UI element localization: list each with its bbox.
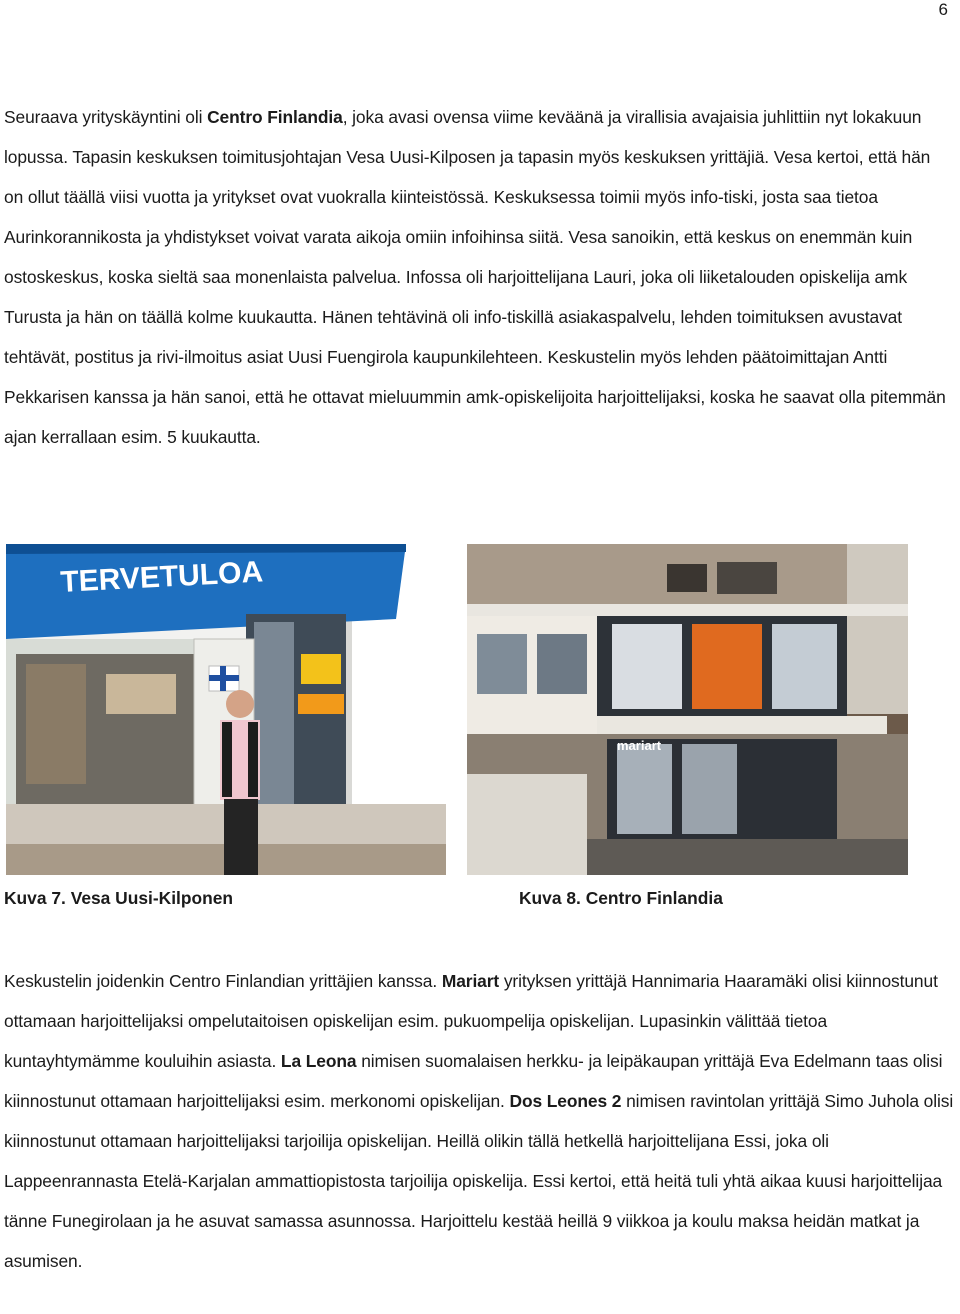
photo-centro-finlandia-building <box>467 544 908 875</box>
paragraph-entrepreneurs <box>4 961 954 1281</box>
text-run: yrityksen yrittäjä Hannimaria Haaramäki olisi kiinnostunut ottamaan harjoittelijaksi ompelutaitoisen opiskelijan esim. pukuompelija opiskelijan. Lupasinkin välittää tietoa kuntayhtymämme kouluihin asiasta. <box>4 971 938 1071</box>
page-number: 6 <box>938 0 948 19</box>
sign-tervetuloa: TERVETULOA <box>59 555 264 599</box>
text-run: nimisen ravintolan yrittäjä Simo Juhola olisi kiinnostunut ottamaan harjoittelijaksi tarjoilija opiskelijan. Heillä olikin tällä hetkellä harjoittelijana Essi, joka oli Lappeenrannasta Etelä-Karjalan ammattiopistosta tarjoilija opiskelija. Essi kertoi, että heitä tuli yhtä aikaa kuusi harjoittelijaa tänne Funegirolaan ja he asuvat samassa asunnossa. Harjoittelu kestää heillä 9 viikkoa ja koulu maksa heidän matkat ja asumisen. <box>4 1091 954 1271</box>
caption-figure-7: Kuva 7. Vesa Uusi-Kilponen <box>4 888 234 908</box>
text-run: Keskustelin joidenkin Centro Finlandian yrittäjien kanssa. <box>4 971 442 991</box>
bold-text-la-leona: La Leona <box>280 1051 357 1071</box>
text-run: nimisen suomalaisen herkku- ja leipäkaupan yrittäjä Eva Edelmann taas olisi kiinnostunut ottamaan harjoittelijaksi esim. merkonomi opiskelijan. <box>4 1051 943 1111</box>
caption-figure-8: Kuva 8. Centro Finlandia <box>519 888 723 908</box>
bold-text-centro-finlandia: Centro Finlandia <box>207 107 343 127</box>
text-run: Seuraava yrityskäyntini oli <box>4 107 208 127</box>
bold-text-mariart: Mariart <box>441 971 500 991</box>
photo-vesa-uusi-kilponen <box>6 544 446 875</box>
paragraph-centro-finlandia-visit <box>4 97 954 457</box>
text-run: , joka avasi ovensa viime keväänä ja virallisia avajaisia juhlittiin nyt lokakuun lopussa. Tapasin keskuksen toimitusjohtajan Vesa Uusi-Kilposen ja tapasin myös keskuksen yrittäjiä. Vesa kertoi, että hän on ollut täällä viisi vuotta ja yritykset ovat vuokralla kiinteistössä. Keskuksessa toimii myös info-tiski, josta saa tietoa Aurinkorannikosta ja yhdistykset voivat varata aikoja omiin infoihinsa siitä. Vesa sanoikin, että keskus on enemmän kuin ostoskeskus, koska sieltä saa monenlaista palvelua. Infossa oli harjoittelijana Lauri, joka oli liiketalouden opiskelija amk Turusta ja hän on täällä kolme kuukautta. Hänen tehtävinä oli info-tiskillä asiakaspalvelu, lehden toimituksen avustavat tehtävät, postitus ja rivi-ilmoitus asiat Uusi Fuengirola kaupunkilehteen. Keskustelin myös lehden päätoimittajan Antti Pekkarisen kanssa ja hän sanoi, että he ottavat mieluummin amk-opiskelijoita harjoittelijaksi, koska he saavat olla pitemmän ajan kerrallaan esim. 5 kuukautta. <box>4 107 946 447</box>
sign-mariart: mariart <box>617 738 662 753</box>
bold-text-dos-leones: Dos Leones 2 <box>509 1091 622 1111</box>
